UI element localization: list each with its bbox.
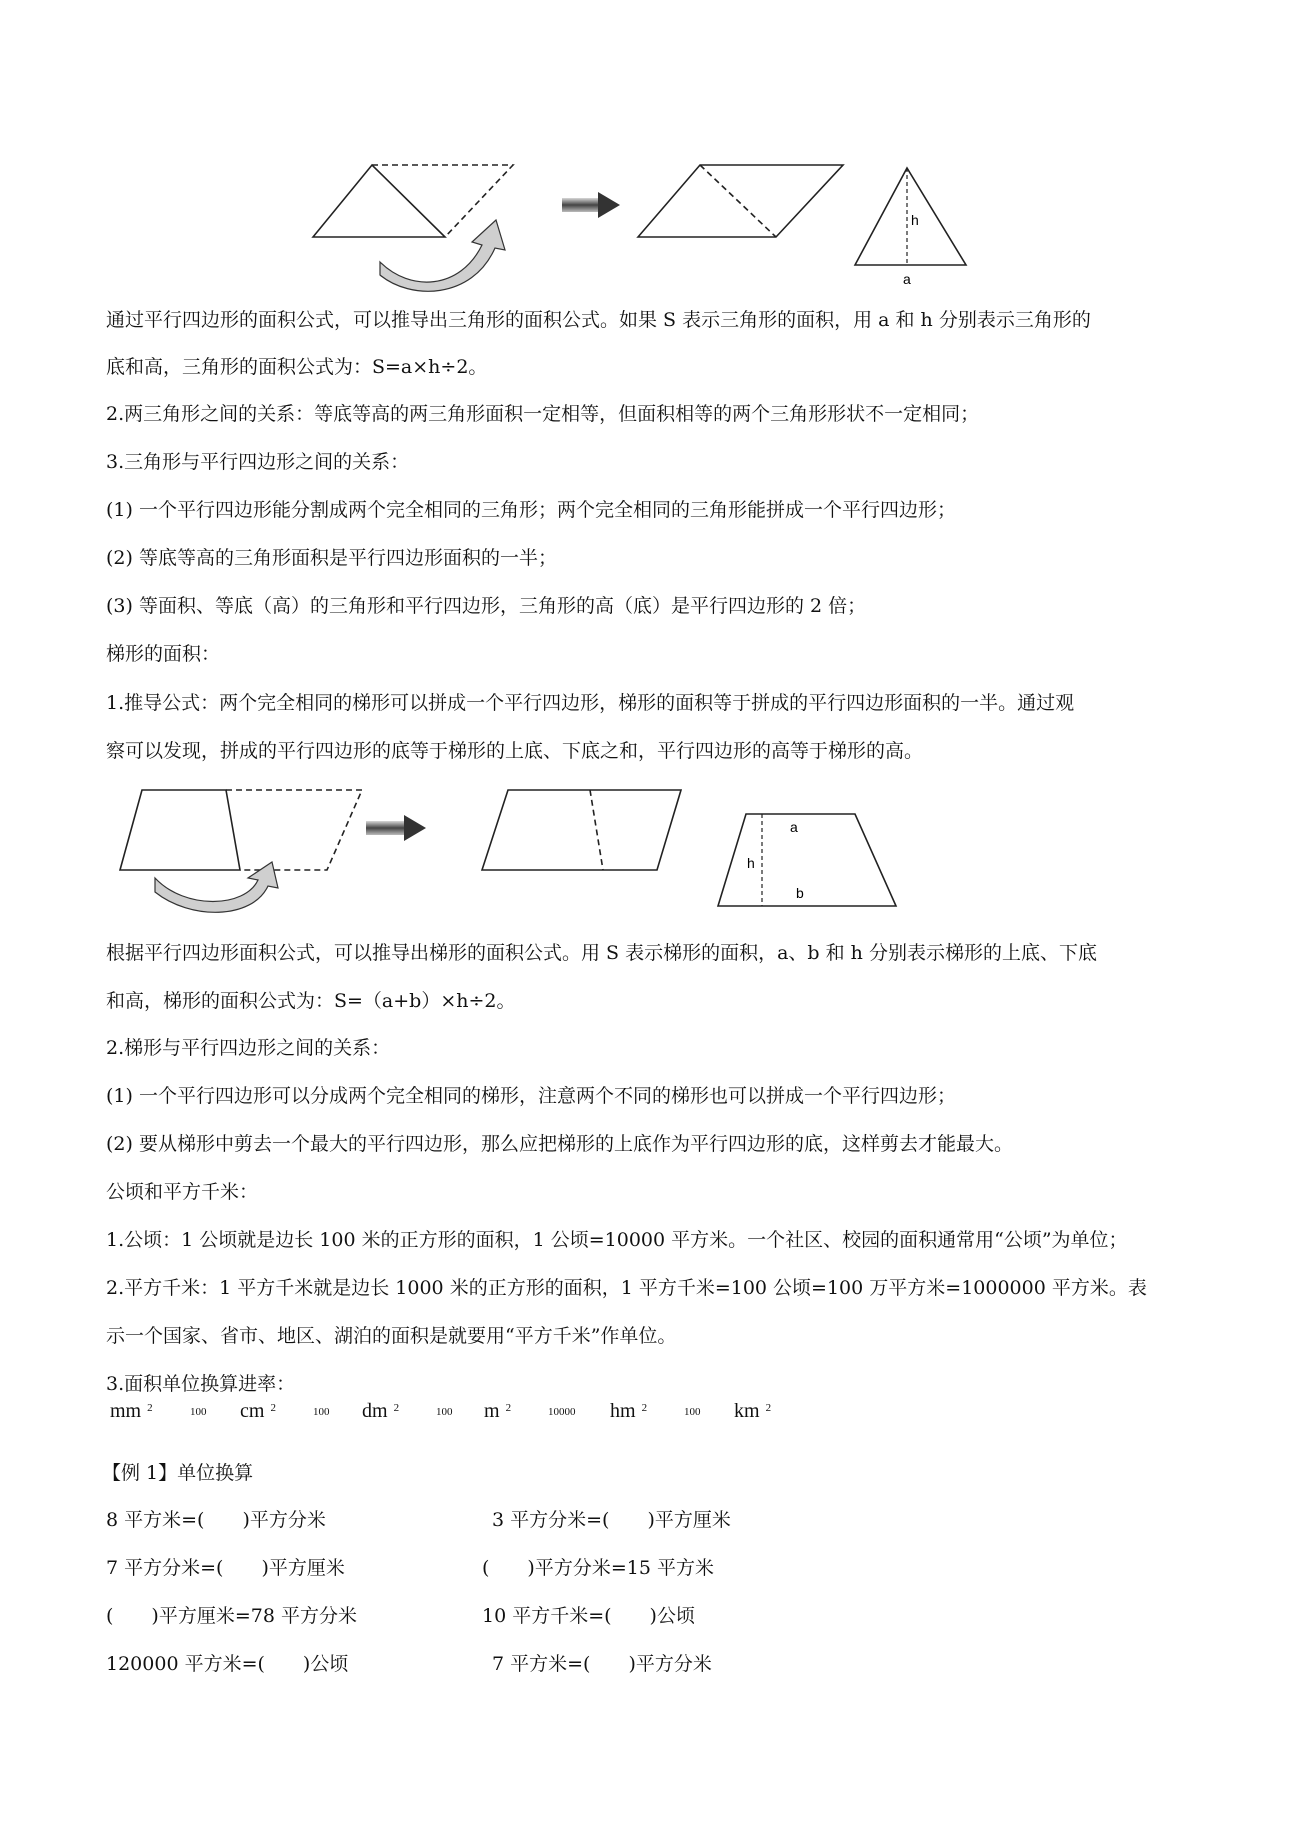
trapezoid-item1-line1: 1.推导公式：两个完全相同的梯形可以拼成一个平行四边形，梯形的面积等于拼成的平行四边形面积的一半。通过观 (106, 692, 1075, 714)
trapezoid-solid (120, 790, 240, 870)
right-arrow-icon (366, 815, 426, 841)
hectare-item: 1.公顷：1 公顷就是边长 100 米的正方形的面积，1 公顷=10000 平方米。一个社区、校园的面积通常用“公顷”为单位； (106, 1229, 1128, 1251)
parallelogram-result (482, 790, 681, 870)
triangle-item3-1: (1) 一个平行四边形能分割成两个完全相同的三角形；两个完全相同的三角形能拼成一个平行四边形； (106, 499, 956, 521)
sqkm-item-line2: 示一个国家、省市、地区、湖泊的面积是就要用“平方千米”作单位。 (106, 1325, 677, 1347)
trapezoid-item2: 2.梯形与平行四边形之间的关系： (106, 1037, 391, 1059)
triangle-height-label: h (911, 212, 919, 228)
triangle-derivation-figure (300, 150, 1000, 290)
trapezoid-derivation-figure (110, 780, 990, 920)
rate-label: 100 (190, 1406, 207, 1418)
unit-km2: km $^2$ (734, 1400, 772, 1422)
triangle-item3: 3.三角形与平行四边形之间的关系： (106, 451, 410, 473)
triangle-para-line2: 底和高，三角形的面积公式为：S=a×h÷2。 (106, 356, 488, 378)
exercise-item: 120000 平方米=( )公顷 (106, 1653, 349, 1675)
labeled-triangle (855, 168, 966, 287)
unit-dm2: dm $^2$ (362, 1400, 400, 1422)
exercise-item: 10 平方千米=( )公顷 (482, 1605, 695, 1627)
exercise-item: ( )平方分米=15 平方米 (482, 1557, 714, 1579)
triangle-item3-3: (3) 等面积、等底（高）的三角形和平行四边形，三角形的高（底）是平行四边形的 2 倍； (106, 595, 867, 617)
triangle-item3-2: (2) 等底等高的三角形面积是平行四边形面积的一半； (106, 547, 557, 569)
triangle-base-label: a (903, 271, 911, 287)
example-heading: 【例 1】单位换算 (102, 1462, 254, 1484)
triangle-solid (313, 165, 445, 237)
trapezoid-dashed-copy (226, 790, 362, 870)
trapezoid-item2-2: (2) 要从梯形中剪去一个最大的平行四边形，那么应把梯形的上底作为平行四边形的底，这样剪去才能最大。 (106, 1133, 1013, 1155)
unit-hm2: hm $^2$ (610, 1400, 648, 1422)
trapezoid-item2-1: (1) 一个平行四边形可以分成两个完全相同的梯形，注意两个不同的梯形也可以拼成一个平行四边形； (106, 1085, 956, 1107)
rate-label: 100 (684, 1406, 701, 1418)
exercise-item: 7 平方分米=( )平方厘米 (106, 1557, 345, 1579)
rate-label: 100 (436, 1406, 453, 1418)
unit-mm2: mm $^2$ (110, 1400, 153, 1422)
rate-label: 100 (313, 1406, 330, 1418)
unit-m2: m $^2$ (484, 1400, 512, 1422)
trapezoid-heading: 梯形的面积： (106, 643, 221, 665)
trapezoid-height-label: h (747, 855, 755, 871)
trapezoid-bottom-label: b (796, 885, 804, 901)
exercise-item: ( )平方厘米=78 平方分米 (106, 1605, 357, 1627)
unit-cm2: cm $^2$ (240, 1400, 276, 1422)
exercise-item: 3 平方分米=( )平方厘米 (492, 1509, 731, 1531)
triangle-item2: 2.两三角形之间的关系：等底等高的两三角形面积一定相等，但面积相等的两个三角形形状不一定相同； (106, 403, 980, 425)
unit-conversion-chain (110, 1400, 810, 1432)
trapezoid-para-line2: 和高，梯形的面积公式为：S=（a+b）×h÷2。 (106, 990, 516, 1012)
unit-heading: 公顷和平方千米： (106, 1181, 259, 1203)
labeled-trapezoid (718, 814, 896, 906)
exercise-item: 8 平方米=( )平方分米 (106, 1509, 326, 1531)
parallelogram-result (638, 165, 843, 237)
exercise-item: 7 平方米=( )平方分米 (492, 1653, 712, 1675)
triangle-para-line1: 通过平行四边形的面积公式，可以推导出三角形的面积公式。如果 S 表示三角形的面积，用 a 和 h 分别表示三角形的 (106, 309, 1091, 331)
rotate-arrow-icon (380, 220, 505, 291)
right-arrow-icon (562, 192, 620, 218)
trapezoid-para-line1: 根据平行四边形面积公式，可以推导出梯形的面积公式。用 S 表示梯形的面积，a、b 和 h 分别表示梯形的上底、下底 (106, 942, 1097, 964)
trapezoid-top-label: a (790, 819, 798, 835)
rate-label: 10000 (548, 1406, 576, 1418)
sqkm-item-line1: 2.平方千米：1 平方千米就是边长 1000 米的正方形的面积，1 平方千米=100 公顷=100 万平方米=1000000 平方米。表 (106, 1277, 1147, 1299)
conversion-heading: 3.面积单位换算进率： (106, 1373, 296, 1395)
trapezoid-item1-line2: 察可以发现，拼成的平行四边形的底等于梯形的上底、下底之和，平行四边形的高等于梯形的高。 (106, 740, 924, 762)
